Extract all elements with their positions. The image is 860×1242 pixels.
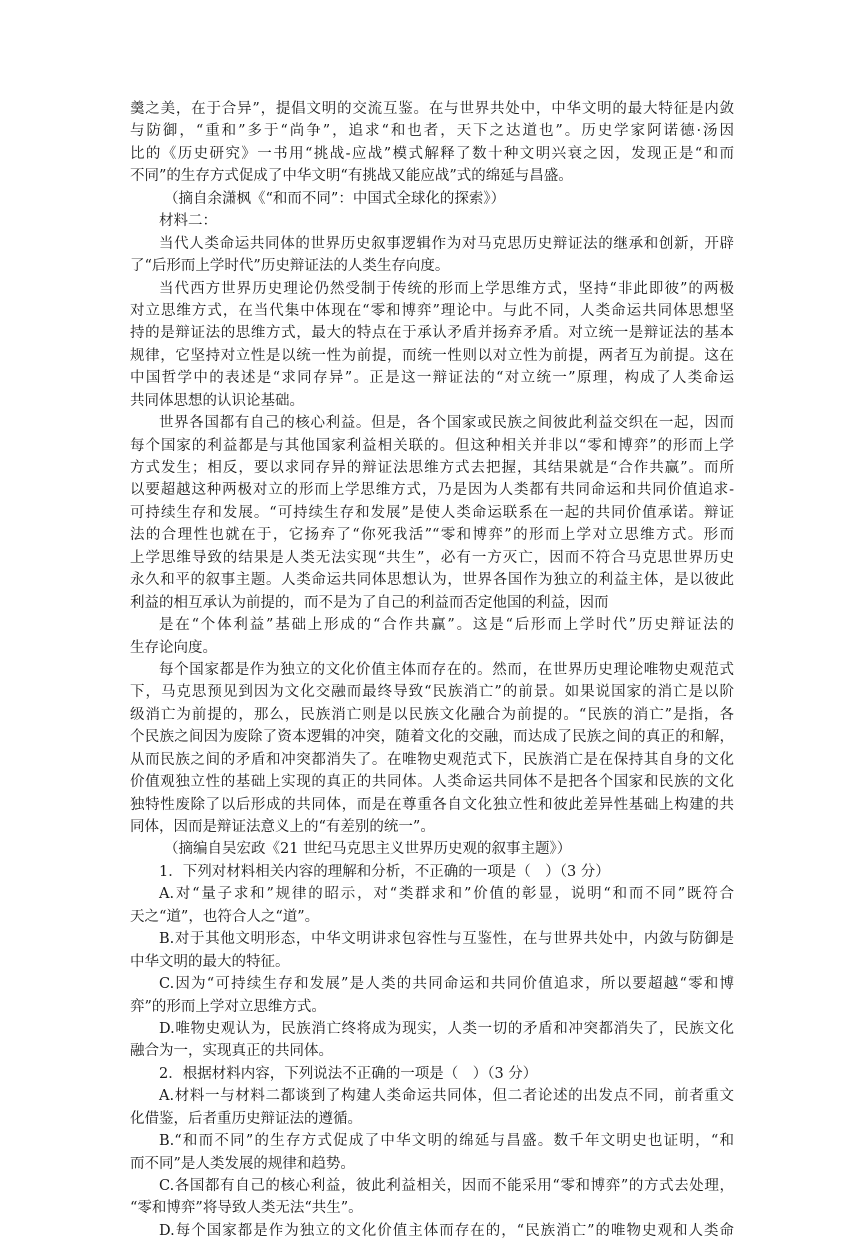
text-line: 生存论向度。 [130, 639, 217, 656]
text-line: 比的《历史研究》一书用“挑战-应战”模式解释了数十种文明兴衰之因，发现正是“和而 [130, 145, 734, 162]
text-line: 对立思维方式，在当代集中体现在“零和博弈”理论中。与此不同，人类命运共同体思想坚 [130, 302, 734, 319]
text-line: 每个国家都是作为独立的文化价值主体而存在的。然而，在世界历史理论唯物史观范式 [159, 661, 734, 678]
question-2-option-c: C.各国都有自己的核心利益，彼此利益相关，因而不能采用“零和博弈”的方式去处理， [159, 1178, 734, 1194]
text-line: 化借鉴，后者重历史辩证法的遵循。 [130, 1110, 362, 1127]
document-page [130, 98, 734, 1242]
question-1-option-c: C.因为“可持续生存和发展”是人类的共同命运和共同价值追求，所以要超越“零和博 [159, 976, 734, 993]
section-heading: 材料二： [159, 213, 217, 230]
text-line: 世界各国都有自己的核心利益。但是，各个国家或民族之间彼此利益交织在一起，因而 [159, 415, 734, 432]
text-line: 是在“个体利益”基础上形成的“合作共赢”。这是“后形而上学时代”历史辩证法的 [159, 617, 734, 634]
question-1-stem: 1．下列对材料相关内容的理解和分析，不正确的一项是（ ）（3 分） [159, 863, 610, 880]
text-line: 同体，因而是辩证法意义上的“有差别的统一”。 [130, 819, 435, 835]
text-line: 价值观独立性的基础上实现的真正的共同体。人类命运共同体不是把各个国家和民族的文化 [130, 774, 734, 791]
text-line: 中国哲学中的表述是“求同存异”。正是这一辩证法的“对立统一”原理，构成了人类命运 [130, 370, 734, 387]
text-line: 独特性废除了以后形成的共同体，而是在尊重各自文化独立性和彼此差异性基础上构建的共 [130, 796, 734, 813]
text-line: 共同体思想的认识论基础。 [130, 392, 304, 409]
source-citation: （摘自余潇枫《“和而不同”：中国式全球化的探索》） [164, 190, 506, 207]
question-1-option-b: B.对于其他文明形态，中华文明讲求包容性与互鉴性，在与世界共处中，内敛与防御是 [159, 931, 734, 948]
text-line: 弈”的形而上学对立思维方式。 [130, 998, 326, 1015]
text-line: 下，马克思预见到因为文化交融而最终导致“民族消亡”的前景。如果说国家的消亡是以阶 [130, 684, 734, 701]
text-line: 个民族之间因为废除了资本逻辑的冲突，随着文化的交融，而达成了民族之间的真正的和解， [130, 729, 734, 746]
text-line: 持的是辩证法的思维方式，最大的特点在于承认矛盾并扬弃矛盾。对立统一是辩证法的基本 [130, 325, 734, 342]
text-line: 利益的相互承认为前提的，而不是为了自己的利益而否定他国的利益，因而 [130, 594, 609, 611]
text-line: “零和博弈”将导致人类无法“共生”。 [130, 1200, 363, 1217]
text-line: 从而民族之间的矛盾和冲突都消失了。在唯物史观范式下，民族消亡是在保持其自身的文化 [130, 751, 734, 768]
question-1-option-a: A.对“量子求和”规律的昭示，对“类群求和”价值的彰显，说明“和而不同”既符合 [159, 886, 734, 903]
text-line: 上学思维导致的结果是人类无法实现“共生”，必有一方灭亡，因而不符合马克思世界历史 [130, 549, 734, 566]
text-line: 与防御，“重和”多于“尚争”，追求“和也者，天下之达道也”。历史学家阿诺德·汤因 [130, 123, 734, 140]
text-line: 法的合理性也就在于，它扬弃了“你死我活”“零和博弈”的形而上学对立思维方式。形而 [130, 527, 734, 544]
source-citation: （摘编自吴宏政《21 世纪马克思主义世界历史观的叙事主题》） [164, 841, 572, 858]
text-line: 可持续生存和发展。“可持续生存和发展”是使人类命运联系在一起的共同价值承诺。辩证 [130, 504, 734, 521]
text-line: 而不同”是人类发展的规律和趋势。 [130, 1155, 355, 1172]
text-line: 了“后形而上学时代”历史辩证法的人类生存向度。 [130, 258, 450, 275]
text-line: 级消亡为前提的，那么，民族消亡则是以民族文化融合为前提的。“民族的消亡”是指，各 [130, 706, 734, 723]
text-line: 融合为一，实现真正的共同体。 [130, 1043, 333, 1060]
text-line: 永久和平的叙事主题。人类命运共同体思想认为，世界各国作为独立的利益主体，是以彼此 [130, 572, 734, 589]
question-2-stem: 2．根据材料内容，下列说法不正确的一项是（ ）（3 分） [159, 1065, 538, 1082]
question-1-option-d: D.唯物史观认为，民族消亡终将成为现实，人类一切的矛盾和冲突都消失了，民族文化 [159, 1020, 734, 1037]
text-line: 规律，它坚持对立性是以统一性为前提，而统一性则以对立性为前提，两者互为前提。这在 [130, 347, 734, 364]
text-line: 羹之美，在于合异”，提倡文明的交流互鉴。在与世界共处中，中华文明的最大特征是内敛 [130, 101, 734, 117]
text-line: 以要超越这种两极对立的形而上学思维方式，乃是因为人类都有共同命运和共同价值追求- [130, 482, 734, 499]
question-2-option-a: A.材料一与材料二都谈到了构建人类命运共同体，但二者论述的出发点不同，前者重文 [159, 1088, 734, 1105]
text-line: 不同”的生存方式促成了中华文明“有挑战又能应战”式的绵延与昌盛。 [130, 168, 573, 185]
text-line: 天之“道”，也符合人之“道”。 [130, 908, 320, 925]
text-line: 每个国家的利益都是与其他国家利益相关联的。但这种相关并非以“零和博弈”的形而上学 [130, 437, 734, 454]
text-line: 当代人类命运共同体的世界历史叙事逻辑作为对马克思历史辩证法的继承和创新，开辟 [159, 235, 734, 252]
text-line: 中华文明的最大的特征。 [130, 953, 290, 970]
text-line: 方式发生；相反，要以求同存异的辩证法思维方式去把握，其结果就是“合作共赢”。而所 [130, 460, 734, 476]
text-line: 当代西方世界历史理论仍然受制于传统的形而上学思维方式，坚持“非此即彼”的两极 [159, 280, 734, 297]
question-2-option-b: B.“和而不同”的生存方式促成了中华文明的绵延与昌盛。数千年文明史也证明，“和 [159, 1133, 734, 1150]
question-2-option-d: D.每个国家都是作为独立的文化价值主体而存在的，“民族消亡”的唯物史观和人类命 [159, 1222, 734, 1239]
